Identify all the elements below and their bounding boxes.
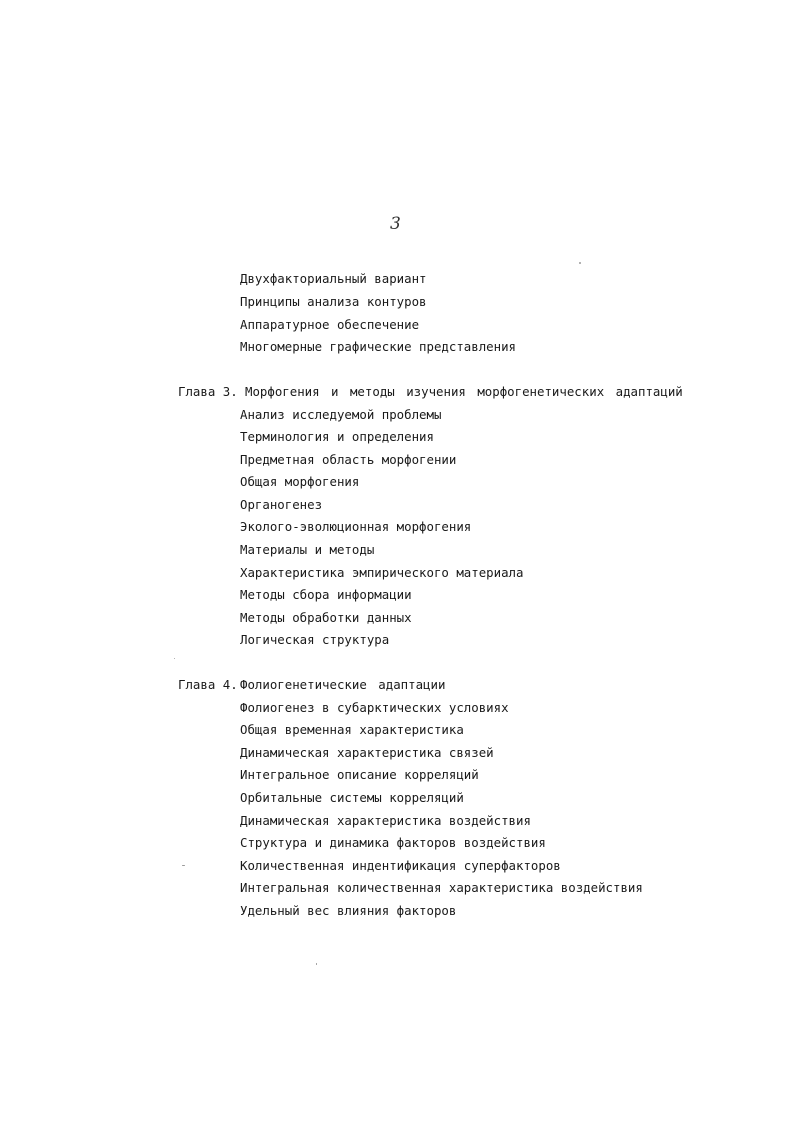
toc-entry-title: Характеристика эмпирического материала <box>240 565 524 580</box>
page-number: 3 <box>390 214 401 234</box>
toc-entry-title: Орбитальные системы корреляций <box>240 790 464 805</box>
toc-entry-title: Аппаратурное обеспечение <box>240 317 420 332</box>
toc-entry-title: Органогенез <box>240 497 323 512</box>
toc-entry-title: Количественная индентификация суперфакторов <box>240 858 561 873</box>
toc-entry-title: Фолиогенез в субарктических условиях <box>240 700 509 715</box>
toc-chapter-title: Фолиогенетические адаптации <box>240 677 446 692</box>
toc-entry-title: Логическая структура <box>240 632 390 647</box>
toc-entry-title: Двухфакториальный вариант <box>240 271 427 286</box>
toc-entry-title: Многомерные графические представления <box>240 339 517 354</box>
toc-chapter-number: Глава 3. <box>178 384 238 399</box>
toc-entry-title: Общая временная характеристика <box>240 722 464 737</box>
toc-entry-title: Интегральная количественная характеристика воздействия <box>240 880 643 895</box>
toc-entry-title: Предметная область морфогении <box>240 452 457 467</box>
toc-chapter-title: Морфогения и методы изучения морфогенетических адаптаций <box>245 384 683 399</box>
toc-entry-title: Интегральное описание корреляций <box>240 767 479 782</box>
toc-entry-title: Динамическая характеристика воздействия <box>240 813 531 828</box>
toc-entry-title: Динамическая характеристика связей <box>240 745 494 760</box>
toc-entry-title: Методы сбора информации <box>240 587 412 602</box>
scan-speck <box>579 262 581 264</box>
toc-entry-title: Методы обработки данных <box>240 610 412 625</box>
toc-entry-title: Терминология и определения <box>240 429 434 444</box>
toc-entry-title: Общая морфогения <box>240 474 360 489</box>
toc-entry-title: Принципы анализа контуров <box>240 294 427 309</box>
scan-speck <box>316 963 317 965</box>
toc-entry-title: Анализ исследуемой проблемы <box>240 407 442 422</box>
toc-entry-title: Материалы и методы <box>240 542 375 557</box>
toc-chapter-number: Глава 4. <box>178 677 238 692</box>
scan-speck <box>182 865 185 866</box>
toc-entry-title: Удельный вес влияния факторов <box>240 903 457 918</box>
toc-entry-title: Структура и динамика факторов воздействия <box>240 835 546 850</box>
scan-speck <box>174 658 175 659</box>
toc-entry-title: Эколого-эволюционная морфогения <box>240 519 472 534</box>
